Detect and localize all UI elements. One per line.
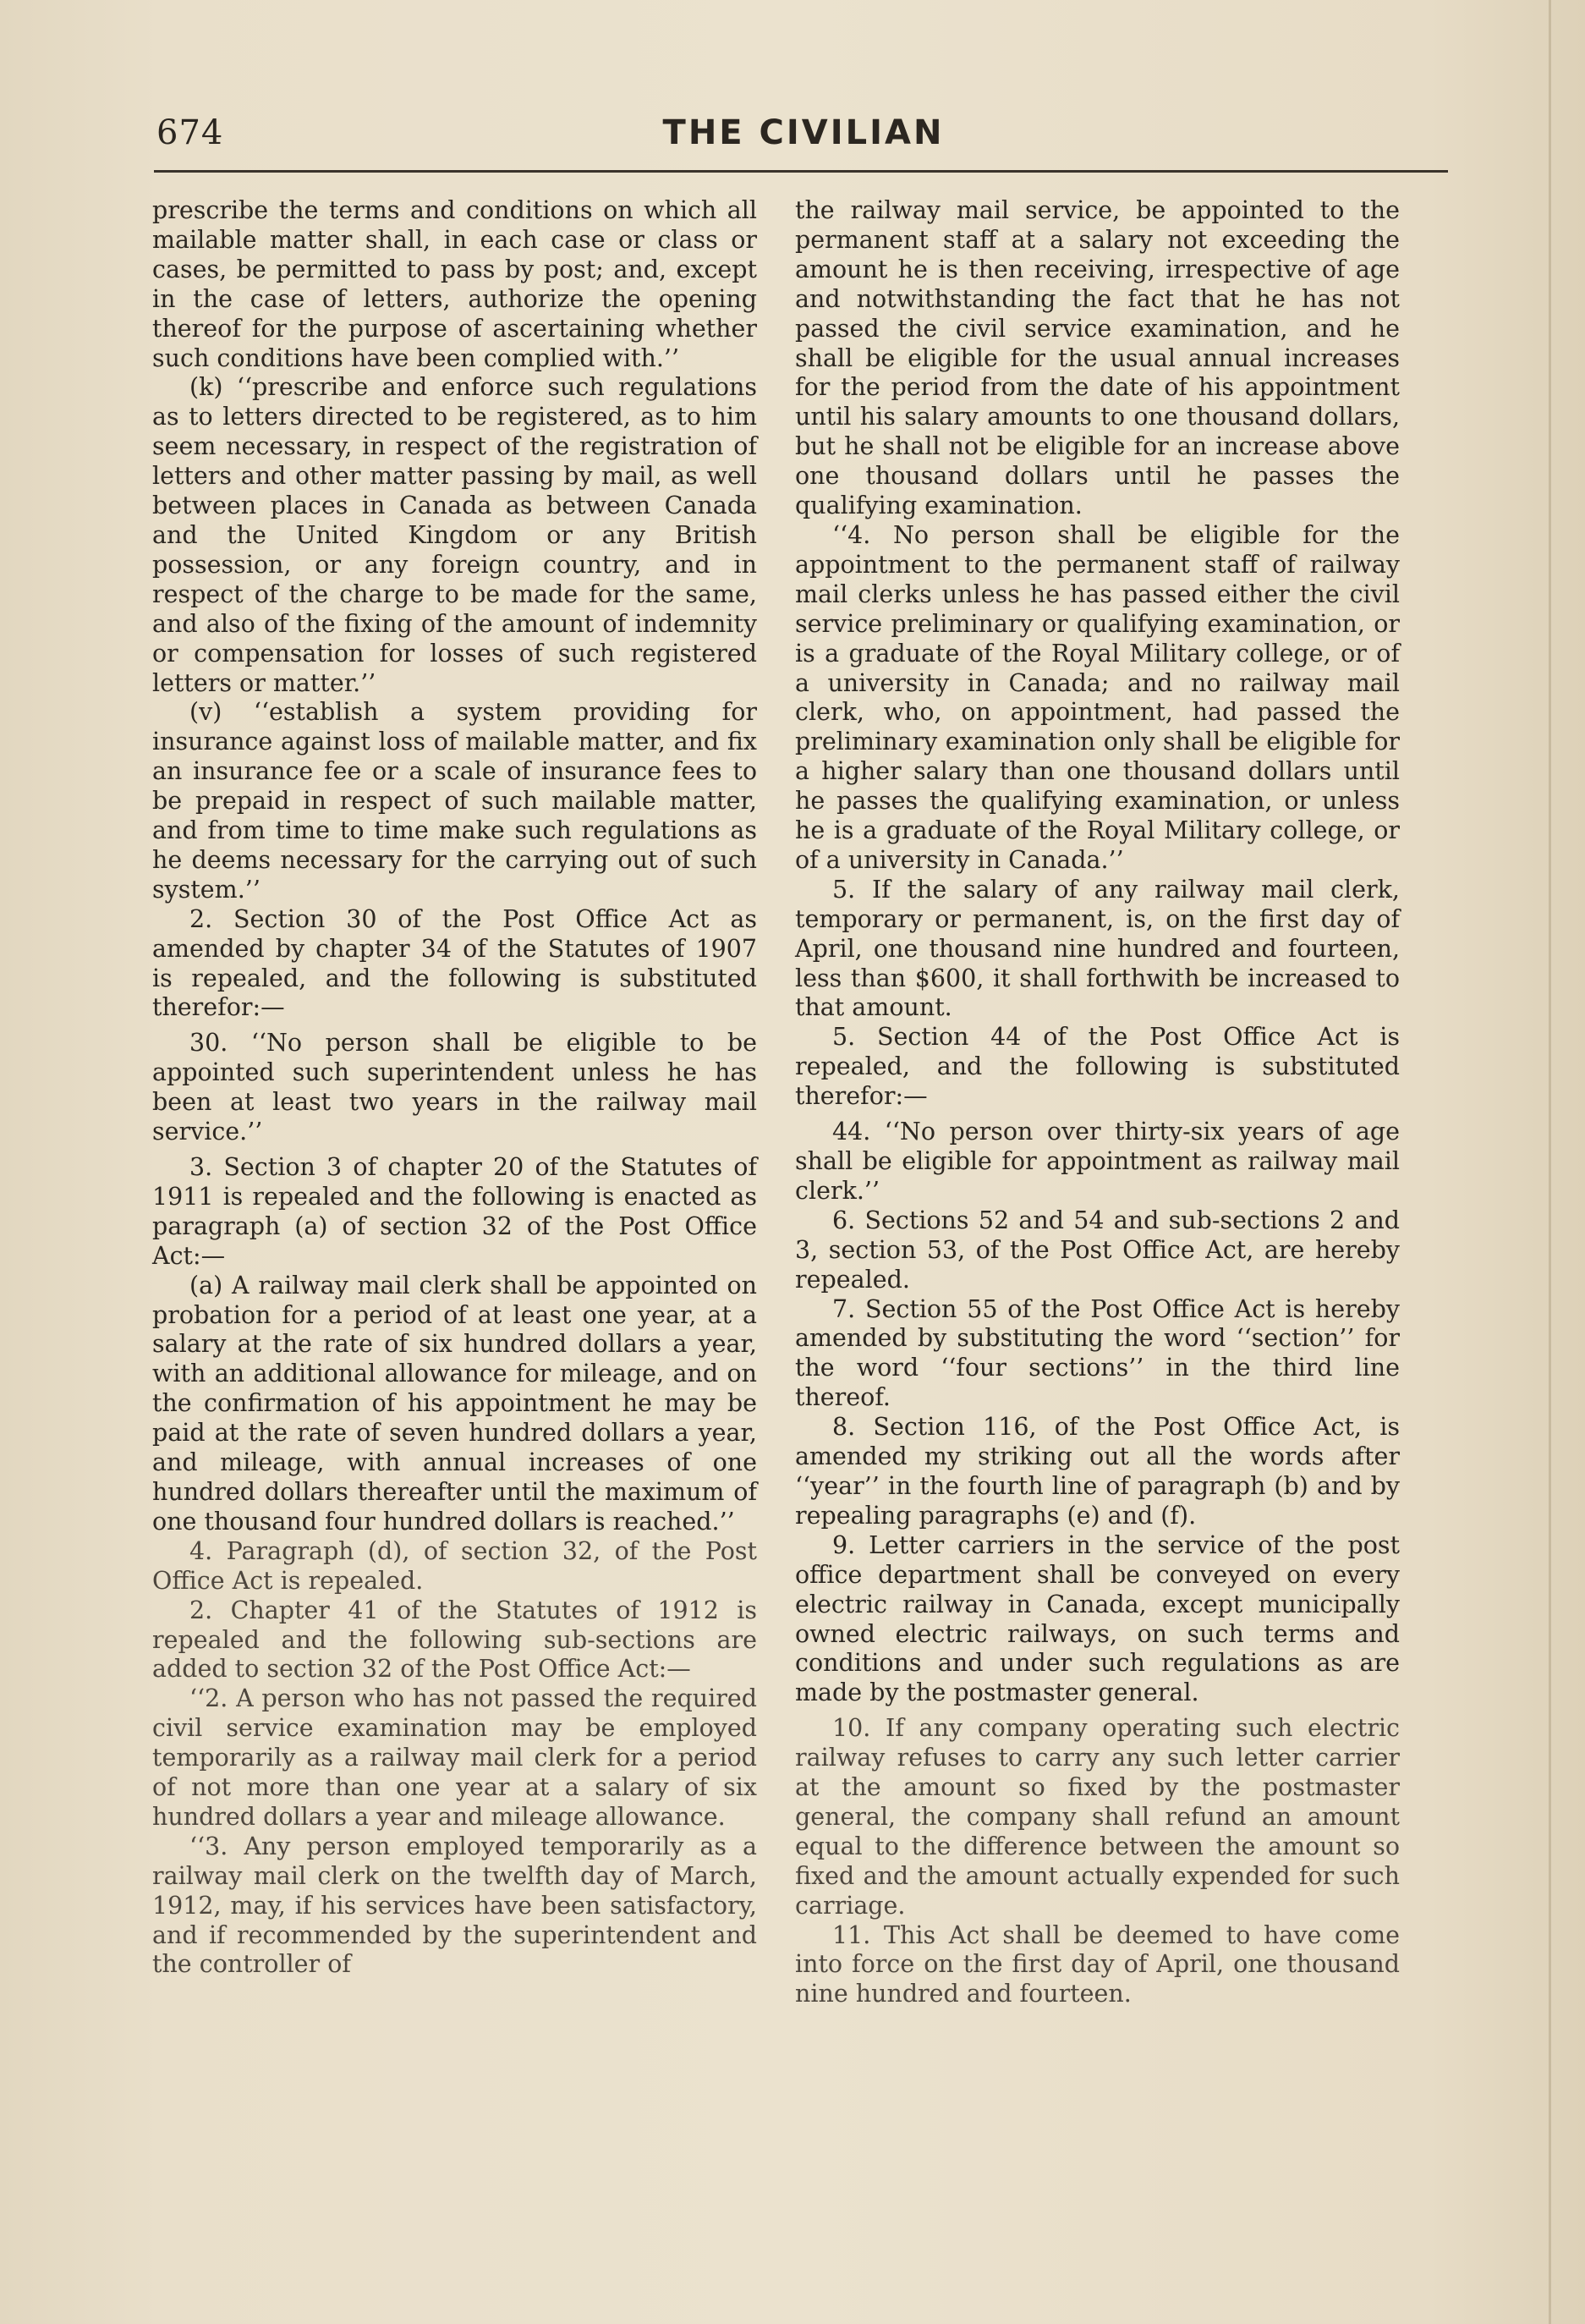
paragraph: 5. Section 44 of the Post Office Act is repealed, and the following is substituted therefor:—: [795, 1023, 1400, 1111]
header-rule: [154, 170, 1448, 173]
paragraph: (v) ‘‘establish a system providing for insurance against loss of mailable matter, and fix an insurance fee or a scale of insurance fees to be prepaid in respect of such mailable matter, and from time to time make such regulations as he deems necessary for the carrying out of such system.’’: [152, 698, 757, 904]
paragraph: ‘‘4. No person shall be eligible for the appointment to the permanent staff of railway mail clerks unless he has passed either the civil service preliminary or qualifying examination, or is a graduate of the Royal Military college, or of a university in Canada; and no railway mail clerk, who, on appointment, had passed the preliminary examination only shall be eligible for a higher salary than one thousand dollars until he passes the qualifying examination, or unless he is a graduate of the Royal Military college, or of a university in Canada.’’: [795, 520, 1400, 874]
paragraph: 8. Section 116, of the Post Office Act, is amended my striking out all the words after ‘‘year’’ in the fourth line of paragraph (b) and by repealing paragraphs (e) and (f).: [795, 1413, 1400, 1530]
paragraph: (a) A railway mail clerk shall be appointed on probation for a period of at least one year, at a salary at the rate of six hundred dollars a year, with an additional allowance for mileage, and on the confirmation of his appointment he may be paid at the rate of seven hundred dollars a year, and mileage, with annual increases of one hundred dollars thereafter until the maximum of one thousand four hundred dollars is reached.’’: [152, 1271, 757, 1536]
paragraph: 7. Section 55 of the Post Office Act is hereby amended by substituting the word ‘‘section’’ for the word ‘‘four sections’’ in the third line thereof.: [795, 1294, 1400, 1412]
paragraph: 2. Chapter 41 of the Statutes of 1912 is repealed and the following sub-sections are added to section 32 of the Post Office Act:—: [152, 1596, 757, 1684]
paragraph: 10. If any company operating such electric railway refuses to carry any such letter carrier at the amount so fixed by the postmaster general, the company shall refund an amount equal to the difference between the amount so fixed and the amount actually expended for such carriage.: [795, 1714, 1400, 1920]
paragraph: 3. Section 3 of chapter 20 of the Statutes of 1911 is repealed and the following is enacted as paragraph (a) of section 32 of the Post Office Act:—: [152, 1153, 757, 1270]
paragraph: ‘‘2. A person who has not passed the required civil service examination may be employed temporarily as a railway mail clerk for a period of not more than one year at a salary of six hundred dollars a year and mileage allowance.: [152, 1684, 757, 1831]
page-number: 674: [156, 113, 224, 152]
running-title: THE CIVILIAN: [662, 113, 945, 152]
paragraph: 6. Sections 52 and 54 and sub-sections 2 and 3, section 53, of the Post Office Act, are hereby repealed.: [795, 1206, 1400, 1294]
paragraph: 44. ‘‘No person over thirty-six years of age shall be eligible for appointment as railway mail clerk.’’: [795, 1118, 1400, 1205]
paragraph: prescribe the terms and conditions on which all mailable matter shall, in each case or class or cases, be permitted to pass by post; and, except in the case of letters, authorize the opening thereof for the purpose of ascertaining whether such conditions have been complied with.’’: [152, 196, 757, 372]
paragraph: 11. This Act shall be deemed to have come into force on the first day of April, one thousand nine hundred and fourteen.: [795, 1920, 1400, 2008]
paragraph: 2. Section 30 of the Post Office Act as amended by chapter 34 of the Statutes of 1907 is repealed, and the following is substituted therefor:—: [152, 904, 757, 1022]
page-header: [156, 113, 1451, 156]
paragraph: 4. Paragraph (d), of section 32, of the Post Office Act is repealed.: [152, 1536, 757, 1595]
paragraph: ‘‘3. Any person employed temporarily as a railway mail clerk on the twelfth day of March, 1912, may, if his services have been satisfactory, and if recommended by the superintendent and the controller of: [152, 1832, 757, 1979]
paragraph: 9. Letter carriers in the service of the post office department shall be conveyed on every electric railway in Canada, except municipally owned electric railways, on such terms and conditions and under such regulations as are made by the postmaster general.: [795, 1530, 1400, 1707]
paragraph: 30. ‘‘No person shall be eligible to be appointed such superintendent unless he has been at least two years in the railway mail service.’’: [152, 1029, 757, 1146]
paragraph: 5. If the salary of any railway mail clerk, temporary or permanent, is, on the first day of April, one thousand nine hundred and fourteen, less than $600, it shall forthwith be increased to that amount.: [795, 875, 1400, 1022]
left-column: [152, 196, 757, 1980]
paragraph: (k) ‘‘prescribe and enforce such regulations as to letters directed to be registered, as to him seem necessary, in respect of the registration of letters and other matter passing by mail, as well between places in Canada as between Canada and the United Kingdom or any British possession, or any foreign country, and in respect of the charge to be made for the same, and also of the fixing of the amount of indemnity or compensation for losses of such registered letters or matter.’’: [152, 373, 757, 697]
page-edge: [1549, 0, 1551, 2324]
right-column: [795, 196, 1400, 2009]
paragraph: the railway mail service, be appointed to the permanent staff at a salary not exceeding the amount he is then receiving, irrespective of age and notwithstanding the fact that he has not passed the civil service examination, and he shall be eligible for the usual annual increases for the period from the date of his appointment until his salary amounts to one thousand dollars, but he shall not be eligible for an increase above one thousand dollars until he passes the qualifying examination.: [795, 196, 1400, 520]
